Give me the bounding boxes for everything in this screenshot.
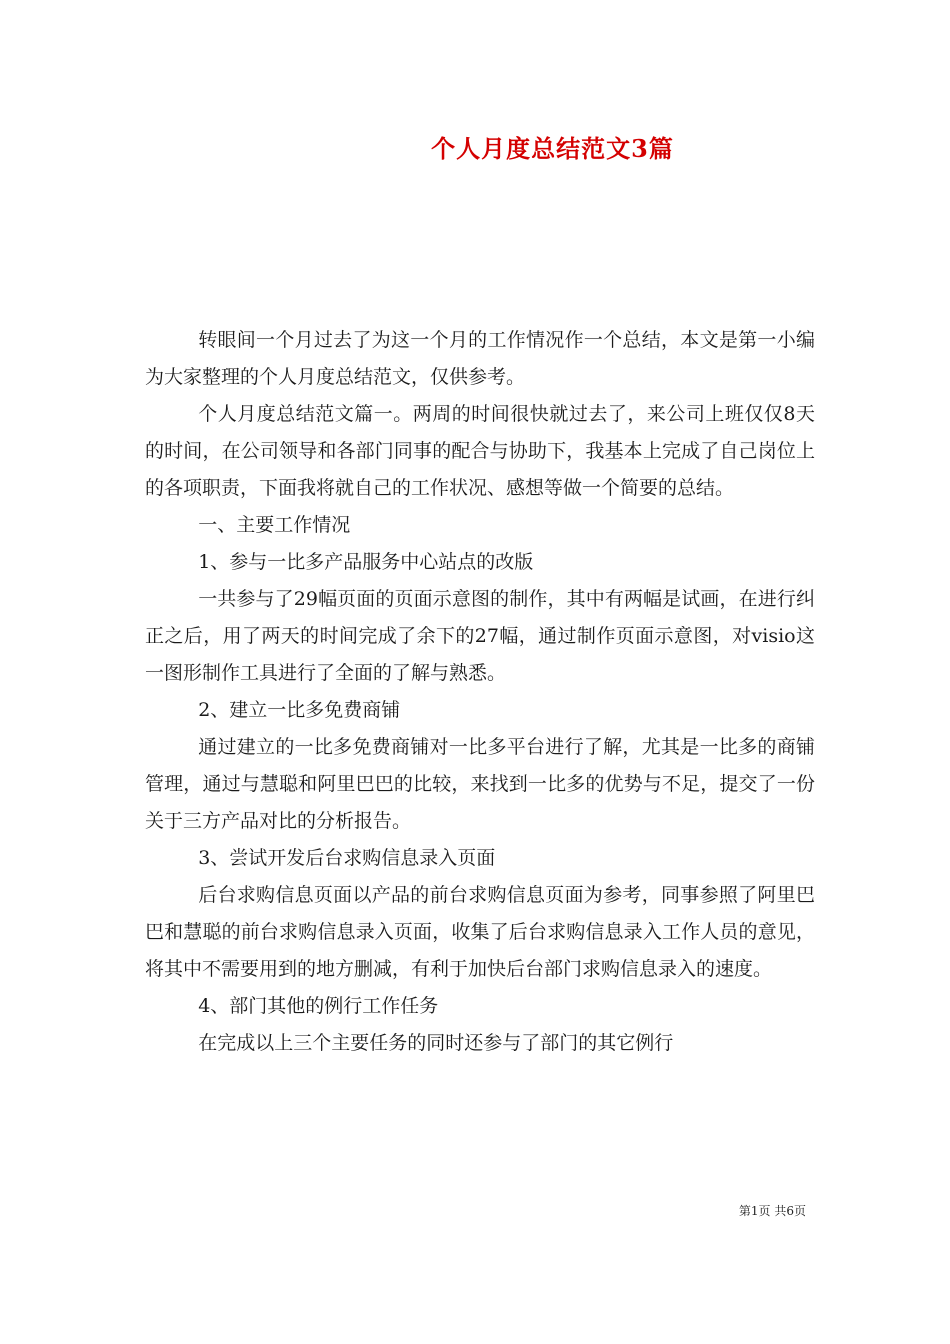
- page-number-footer: 第1页 共6页: [738, 1204, 806, 1218]
- item-body-1: 一共参与了29幅页面的页面示意图的制作，其中有两幅是试画，在进行纠正之后，用了两天的时间完成了余下的27幅，通过制作页面示意图，对visio这一图形制作工具进行了全面的了解与熟悉。: [145, 588, 815, 684]
- document-body: [145, 322, 815, 1062]
- section-heading-main-work: 一、主要工作情况: [198, 514, 351, 536]
- item-heading-4: 4、部门其他的例行工作任务: [198, 995, 439, 1017]
- item-heading-2: 2、建立一比多免费商铺: [198, 699, 401, 721]
- paragraph-part-one: 个人月度总结范文篇一。两周的时间很快就过去了，来公司上班仅仅8天的时间，在公司领导和各部门同事的配合与协助下，我基本上完成了自己岗位上的各项职责，下面我将就自己的工作状况、感想等做一个简要的总结。: [145, 403, 815, 499]
- item-heading-1: 1、参与一比多产品服务中心站点的改版: [198, 551, 534, 573]
- page-title: 个人月度总结范文3篇: [431, 134, 674, 163]
- item-body-3: 后台求购信息页面以产品的前台求购信息页面为参考，同事参照了阿里巴巴和慧聪的前台求购信息录入页面，收集了后台求购信息录入工作人员的意见，将其中不需要用到的地方删减，有利于加快后台部门求购信息录入的速度。: [145, 884, 815, 980]
- item-body-4: 在完成以上三个主要任务的同时还参与了部门的其它例行: [198, 1032, 674, 1054]
- paragraph-intro: 转眼间一个月过去了为这一个月的工作情况作一个总结，本文是第一小编为大家整理的个人月度总结范文，仅供参考。: [145, 329, 815, 388]
- item-body-2: 通过建立的一比多免费商铺对一比多平台进行了解，尤其是一比多的商铺管理，通过与慧聪和阿里巴巴的比较，来找到一比多的优势与不足，提交了一份关于三方产品对比的分析报告。: [145, 736, 815, 832]
- item-heading-3: 3、尝试开发后台求购信息录入页面: [198, 847, 496, 869]
